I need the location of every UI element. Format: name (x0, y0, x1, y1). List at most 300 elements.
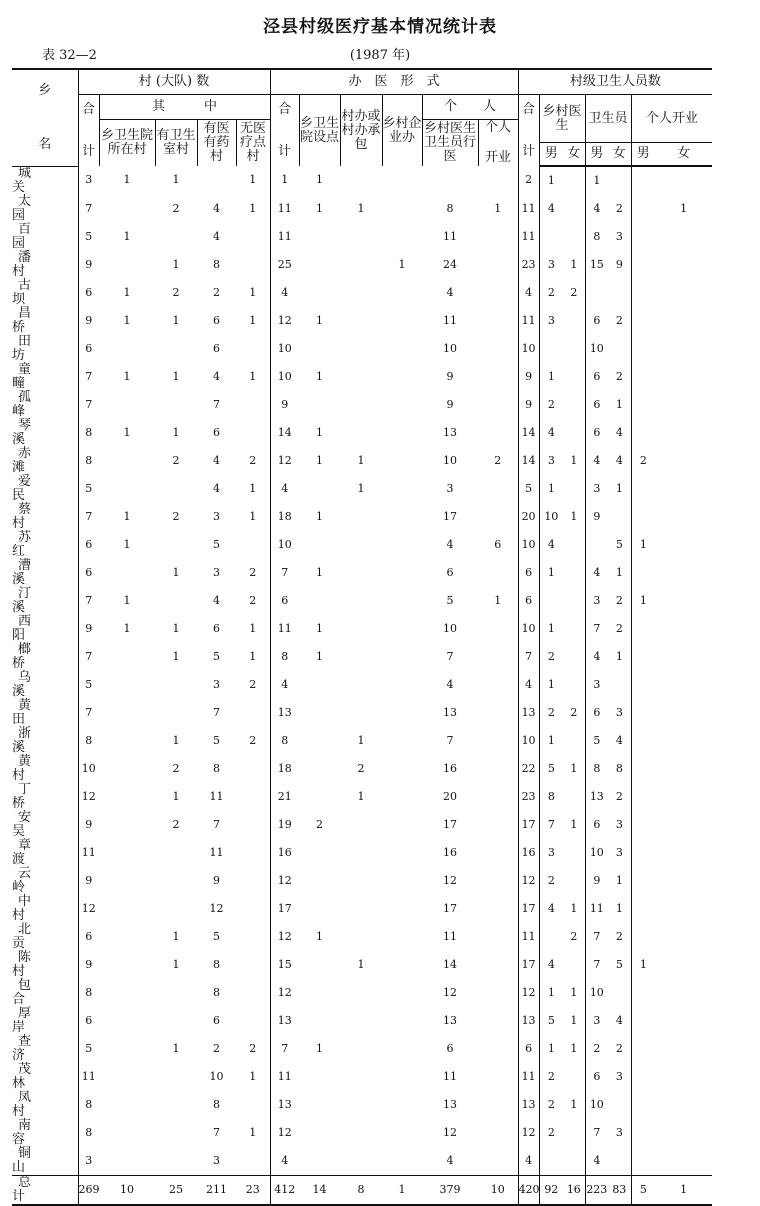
data-cell (340, 1035, 382, 1063)
data-cell: 6 (78, 279, 99, 307)
data-cell: 2 (249, 453, 257, 467)
township-name-cell: 北 贡 (12, 921, 77, 951)
data-cell: 3 (585, 1007, 608, 1035)
township-name-cell: 昌 桥 (12, 305, 77, 335)
data-cell: 8 (539, 783, 563, 811)
data-cell (155, 1119, 197, 1147)
data-cell: 10 (585, 839, 608, 867)
data-cell (563, 615, 585, 643)
data-cell: 9 (270, 391, 299, 419)
data-cell: 13 (518, 1007, 539, 1035)
data-cell (382, 419, 422, 447)
data-cell (236, 251, 270, 279)
data-cell (382, 1091, 422, 1119)
data-cell (478, 979, 518, 1007)
data-cell: 1 (357, 957, 365, 971)
data-cell (236, 867, 270, 895)
data-cell: 1 (631, 531, 655, 559)
data-cell: 4 (518, 1147, 539, 1176)
data-cell: 10 (518, 727, 539, 755)
data-cell (340, 251, 382, 279)
data-cell (99, 195, 155, 223)
data-cell: 6 (213, 341, 220, 355)
data-cell (299, 979, 340, 1007)
data-cell: 3 (615, 705, 623, 719)
data-cell: 6 (585, 699, 608, 727)
data-cell: 4 (585, 195, 608, 223)
data-cell: 6 (78, 531, 99, 559)
data-cell: 1 (249, 1125, 257, 1139)
data-cell (478, 335, 518, 363)
rural-doctor-male-header: 男 (539, 143, 563, 167)
data-cell: 1 (615, 481, 623, 495)
data-cell: 9 (446, 369, 454, 383)
data-cell: 1 (123, 537, 131, 551)
data-cell (655, 559, 712, 587)
data-cell (299, 391, 340, 419)
data-cell (563, 839, 585, 867)
data-cell (99, 1007, 155, 1035)
data-cell: 12 (443, 985, 458, 999)
data-cell (563, 727, 585, 755)
data-cell (299, 699, 340, 727)
data-cell (382, 363, 422, 391)
forms-total-header: 合 计 (270, 95, 299, 167)
data-cell (655, 839, 712, 867)
data-cell (340, 1091, 382, 1119)
table-row (12, 755, 712, 783)
data-cell: 2 (615, 313, 623, 327)
data-cell: 5 (615, 537, 623, 551)
data-cell: 20 (518, 503, 539, 531)
data-cell: 12 (209, 901, 224, 915)
data-cell: 412 (270, 1175, 299, 1205)
data-cell: 2 (213, 285, 220, 299)
table-row (12, 1063, 712, 1091)
data-cell (655, 363, 712, 391)
data-cell (478, 699, 518, 727)
private-header: 个人开业 (631, 95, 712, 143)
data-cell: 3 (213, 565, 220, 579)
data-cell: 9 (615, 257, 623, 271)
township-name-cell: 城 关 (12, 165, 77, 195)
data-cell: 4 (539, 895, 563, 923)
data-cell (563, 166, 585, 195)
data-cell (631, 195, 655, 223)
data-cell: 1 (172, 789, 180, 803)
table-row (12, 1091, 712, 1119)
data-cell: 3 (615, 1125, 623, 1139)
data-cell: 5 (213, 649, 220, 663)
data-cell: 7 (213, 705, 220, 719)
data-cell: 17 (270, 895, 299, 923)
data-cell (382, 867, 422, 895)
data-cell (236, 951, 270, 979)
data-cell: 7 (446, 649, 454, 663)
data-cell: 7 (78, 363, 99, 391)
township-name-cell: 包 合 (12, 977, 77, 1007)
data-cell: 1 (570, 1041, 578, 1055)
data-cell (655, 279, 712, 307)
data-cell (631, 363, 655, 391)
table-row (12, 195, 712, 223)
data-cell (478, 643, 518, 671)
township-name-cell: 汀 溪 (12, 585, 77, 615)
data-cell: 11 (270, 615, 299, 643)
data-cell (585, 279, 608, 307)
data-cell (99, 783, 155, 811)
data-cell: 6 (494, 537, 502, 551)
data-cell: 4 (446, 1153, 454, 1167)
data-cell (197, 166, 236, 195)
data-cell (236, 811, 270, 839)
data-cell (631, 699, 655, 727)
data-cell: 1 (570, 257, 578, 271)
data-cell: 8 (615, 761, 623, 775)
data-cell (631, 559, 655, 587)
data-cell (99, 951, 155, 979)
enterprise-header: 乡村企业办 (382, 95, 422, 167)
data-cell (382, 279, 422, 307)
data-cell: 9 (78, 951, 99, 979)
data-cell: 11 (78, 839, 99, 867)
township-name-cell: 孤 峰 (12, 389, 77, 419)
data-cell: 4 (585, 559, 608, 587)
data-cell (340, 1007, 382, 1035)
data-cell (563, 1063, 585, 1091)
data-cell: 1 (570, 1097, 578, 1111)
data-cell (340, 1063, 382, 1091)
data-cell (236, 755, 270, 783)
data-cell (608, 335, 631, 363)
data-cell: 8 (270, 727, 299, 755)
data-cell (585, 531, 608, 559)
data-cell (631, 923, 655, 951)
data-cell (631, 895, 655, 923)
township-name-cell: 太 园 (12, 193, 77, 223)
data-cell (655, 1007, 712, 1035)
among-header: 其 中 (99, 95, 270, 120)
data-cell (478, 1147, 518, 1176)
data-cell: 1 (615, 565, 623, 579)
data-cell: 11 (518, 195, 539, 223)
data-cell: 23 (236, 1175, 270, 1205)
data-cell: 9 (585, 867, 608, 895)
data-cell: 2 (249, 733, 257, 747)
data-cell (155, 1007, 197, 1035)
data-cell (631, 391, 655, 419)
data-cell (382, 391, 422, 419)
data-cell (563, 363, 585, 391)
township-name-cell: 陈 村 (12, 949, 77, 979)
data-cell: 8 (446, 201, 454, 215)
data-cell (655, 1035, 712, 1063)
data-cell (340, 335, 382, 363)
data-cell: 12 (270, 979, 299, 1007)
private-male-header: 男 (631, 143, 655, 167)
data-cell: 3 (585, 671, 608, 699)
data-cell (382, 923, 422, 951)
data-cell: 1 (123, 509, 131, 523)
data-cell (563, 867, 585, 895)
rural-doctor-header: 乡村医生 (539, 95, 585, 143)
data-cell: 8 (78, 1119, 99, 1147)
data-cell (539, 923, 563, 951)
hospital-point-header: 乡卫生院设点 (299, 95, 340, 167)
data-cell (655, 475, 712, 503)
township-name-cell: 铜 山 (12, 1145, 77, 1175)
data-cell (155, 1091, 197, 1119)
data-cell (563, 195, 585, 223)
data-cell (655, 1063, 712, 1091)
data-cell: 11 (270, 223, 299, 251)
data-cell: 4 (270, 1147, 299, 1176)
table-row (12, 531, 712, 559)
data-cell: 9 (78, 615, 99, 643)
data-cell: 2 (539, 1091, 563, 1119)
data-cell (563, 1147, 585, 1176)
township-name-cell: 凤 村 (12, 1089, 77, 1119)
data-cell: 7 (78, 643, 99, 671)
data-cell: 8 (213, 257, 220, 271)
data-cell (478, 895, 518, 923)
data-cell (655, 1091, 712, 1119)
table-row (12, 1035, 712, 1063)
data-cell: 5 (631, 1175, 655, 1205)
data-cell: 4 (539, 951, 563, 979)
data-cell: 16 (443, 845, 458, 859)
data-cell (382, 727, 422, 755)
data-cell: 3 (539, 251, 563, 279)
data-cell: 9 (446, 397, 454, 411)
data-cell: 11 (585, 895, 608, 923)
data-cell (99, 895, 155, 923)
table-row (12, 615, 712, 643)
data-cell (382, 587, 422, 615)
data-cell: 6 (78, 1007, 99, 1035)
data-cell (340, 166, 382, 195)
table-row (12, 951, 712, 979)
data-cell: 5 (78, 223, 99, 251)
data-cell: 17 (518, 951, 539, 979)
table-row (12, 783, 712, 811)
data-cell (340, 391, 382, 419)
data-cell: 4 (446, 537, 454, 551)
data-cell (631, 867, 655, 895)
data-cell: 1 (570, 817, 578, 831)
data-cell: 1 (172, 649, 180, 663)
township-name-cell: 总 计 (12, 1174, 77, 1204)
data-cell: 13 (443, 1097, 458, 1111)
data-cell: 7 (78, 391, 99, 419)
data-cell: 7 (270, 559, 299, 587)
data-cell: 2 (539, 643, 563, 671)
data-cell: 1 (123, 229, 131, 243)
data-cell: 13 (585, 783, 608, 811)
data-cell: 1 (539, 363, 563, 391)
table-row (12, 335, 712, 363)
with-room-header: 有卫生室村 (155, 120, 197, 167)
data-cell: 16 (443, 761, 458, 775)
data-cell (382, 671, 422, 699)
data-cell (340, 531, 382, 559)
data-cell (608, 166, 631, 195)
township-name-cell: 查 济 (12, 1033, 77, 1063)
data-cell (655, 503, 712, 531)
data-cell: 1 (316, 509, 324, 523)
data-cell: 12 (443, 873, 458, 887)
data-cell (99, 643, 155, 671)
township-name-cell: 琴 溪 (12, 417, 77, 447)
data-cell (563, 559, 585, 587)
data-cell (99, 559, 155, 587)
data-cell: 269 (78, 1175, 99, 1205)
data-cell (631, 1119, 655, 1147)
table-row (12, 587, 712, 615)
data-cell (655, 587, 712, 615)
data-cell (655, 811, 712, 839)
township-name-cell: 云 岭 (12, 865, 77, 895)
data-cell (340, 1147, 382, 1176)
data-cell (340, 839, 382, 867)
data-cell (382, 335, 422, 363)
data-cell: 1 (172, 369, 180, 383)
data-cell (382, 1063, 422, 1091)
data-cell: 6 (585, 391, 608, 419)
data-cell: 1 (249, 649, 257, 663)
data-cell: 14 (518, 447, 539, 475)
data-cell: 12 (443, 1125, 458, 1139)
data-cell (631, 1091, 655, 1119)
table-row (12, 811, 712, 839)
township-name-cell: 黄 田 (12, 697, 77, 727)
data-cell (382, 307, 422, 335)
data-cell: 23 (518, 783, 539, 811)
data-cell: 9 (78, 307, 99, 335)
data-cell (422, 166, 478, 195)
data-cell (299, 1147, 340, 1176)
data-cell (382, 1035, 422, 1063)
data-cell: 7 (270, 1035, 299, 1063)
data-cell: 1 (172, 313, 180, 327)
data-cell (478, 671, 518, 699)
data-cell (478, 1119, 518, 1147)
data-cell (299, 727, 340, 755)
data-cell: 4 (213, 481, 220, 495)
data-cell: 13 (270, 699, 299, 727)
data-cell (478, 559, 518, 587)
data-cell (478, 166, 518, 195)
data-cell (655, 755, 712, 783)
data-cell: 10 (518, 615, 539, 643)
data-cell: 1 (316, 1041, 324, 1055)
data-cell: 4 (213, 453, 220, 467)
data-cell: 17 (518, 895, 539, 923)
data-cell: 13 (443, 1013, 458, 1027)
doctor-practice-header: 乡村医生卫生员行医 (424, 121, 477, 164)
data-cell (299, 475, 340, 503)
data-cell (382, 615, 422, 643)
data-cell: 12 (518, 867, 539, 895)
data-cell (99, 923, 155, 951)
data-cell: 10 (270, 531, 299, 559)
data-cell: 11 (443, 929, 458, 943)
data-cell (631, 783, 655, 811)
data-cell (655, 531, 712, 559)
data-cell: 1 (539, 671, 563, 699)
data-cell: 1 (357, 201, 365, 215)
data-cell (382, 447, 422, 475)
data-cell: 11 (518, 223, 539, 251)
data-cell: 1 (570, 1013, 578, 1027)
data-cell: 4 (539, 195, 563, 223)
data-cell (655, 783, 712, 811)
data-cell (155, 1063, 197, 1091)
data-cell (478, 923, 518, 951)
data-cell: 7 (446, 733, 454, 747)
data-cell (631, 1063, 655, 1091)
data-cell: 11 (443, 1069, 458, 1083)
data-cell: 1 (172, 565, 180, 579)
data-cell: 5 (213, 929, 220, 943)
data-cell: 8 (585, 223, 608, 251)
data-cell: 10 (209, 1069, 224, 1083)
township-name-cell: 安 吴 (12, 809, 77, 839)
data-cell (299, 223, 340, 251)
data-cell: 4 (518, 279, 539, 307)
data-cell (299, 1063, 340, 1091)
data-cell (631, 755, 655, 783)
data-cell (563, 587, 585, 615)
data-cell (478, 251, 518, 279)
data-cell: 2 (357, 761, 365, 775)
data-cell: 2 (539, 699, 563, 727)
data-cell: 2 (615, 1041, 623, 1055)
township-name-cell: 乌 溪 (12, 669, 77, 699)
data-cell (340, 419, 382, 447)
village-run-header: 村办或村办承包 (340, 95, 382, 167)
data-cell: 4 (213, 201, 220, 215)
data-cell: 1 (123, 369, 131, 383)
data-cell (340, 671, 382, 699)
data-cell: 2 (615, 369, 623, 383)
table-row (12, 867, 712, 895)
data-cell (99, 251, 155, 279)
data-cell: 1 (316, 649, 324, 663)
data-cell (631, 615, 655, 643)
health-worker-male-header: 男 (585, 143, 608, 167)
data-cell: 4 (615, 453, 623, 467)
table-row (12, 503, 712, 531)
data-cell: 1 (539, 559, 563, 587)
data-cell (340, 867, 382, 895)
data-cell: 5 (585, 727, 608, 755)
data-cell: 13 (518, 1091, 539, 1119)
data-cell: 2 (518, 166, 539, 195)
table-row (12, 727, 712, 755)
data-cell (631, 643, 655, 671)
data-cell: 17 (443, 817, 458, 831)
data-cell (236, 1091, 270, 1119)
data-cell (155, 895, 197, 923)
data-cell: 6 (78, 559, 99, 587)
data-cell (340, 559, 382, 587)
with-medicine-header: 有医有药村 (197, 120, 236, 167)
data-cell (155, 979, 197, 1007)
data-cell: 7 (78, 699, 99, 727)
data-cell (155, 699, 197, 727)
data-cell: 11 (443, 313, 458, 327)
